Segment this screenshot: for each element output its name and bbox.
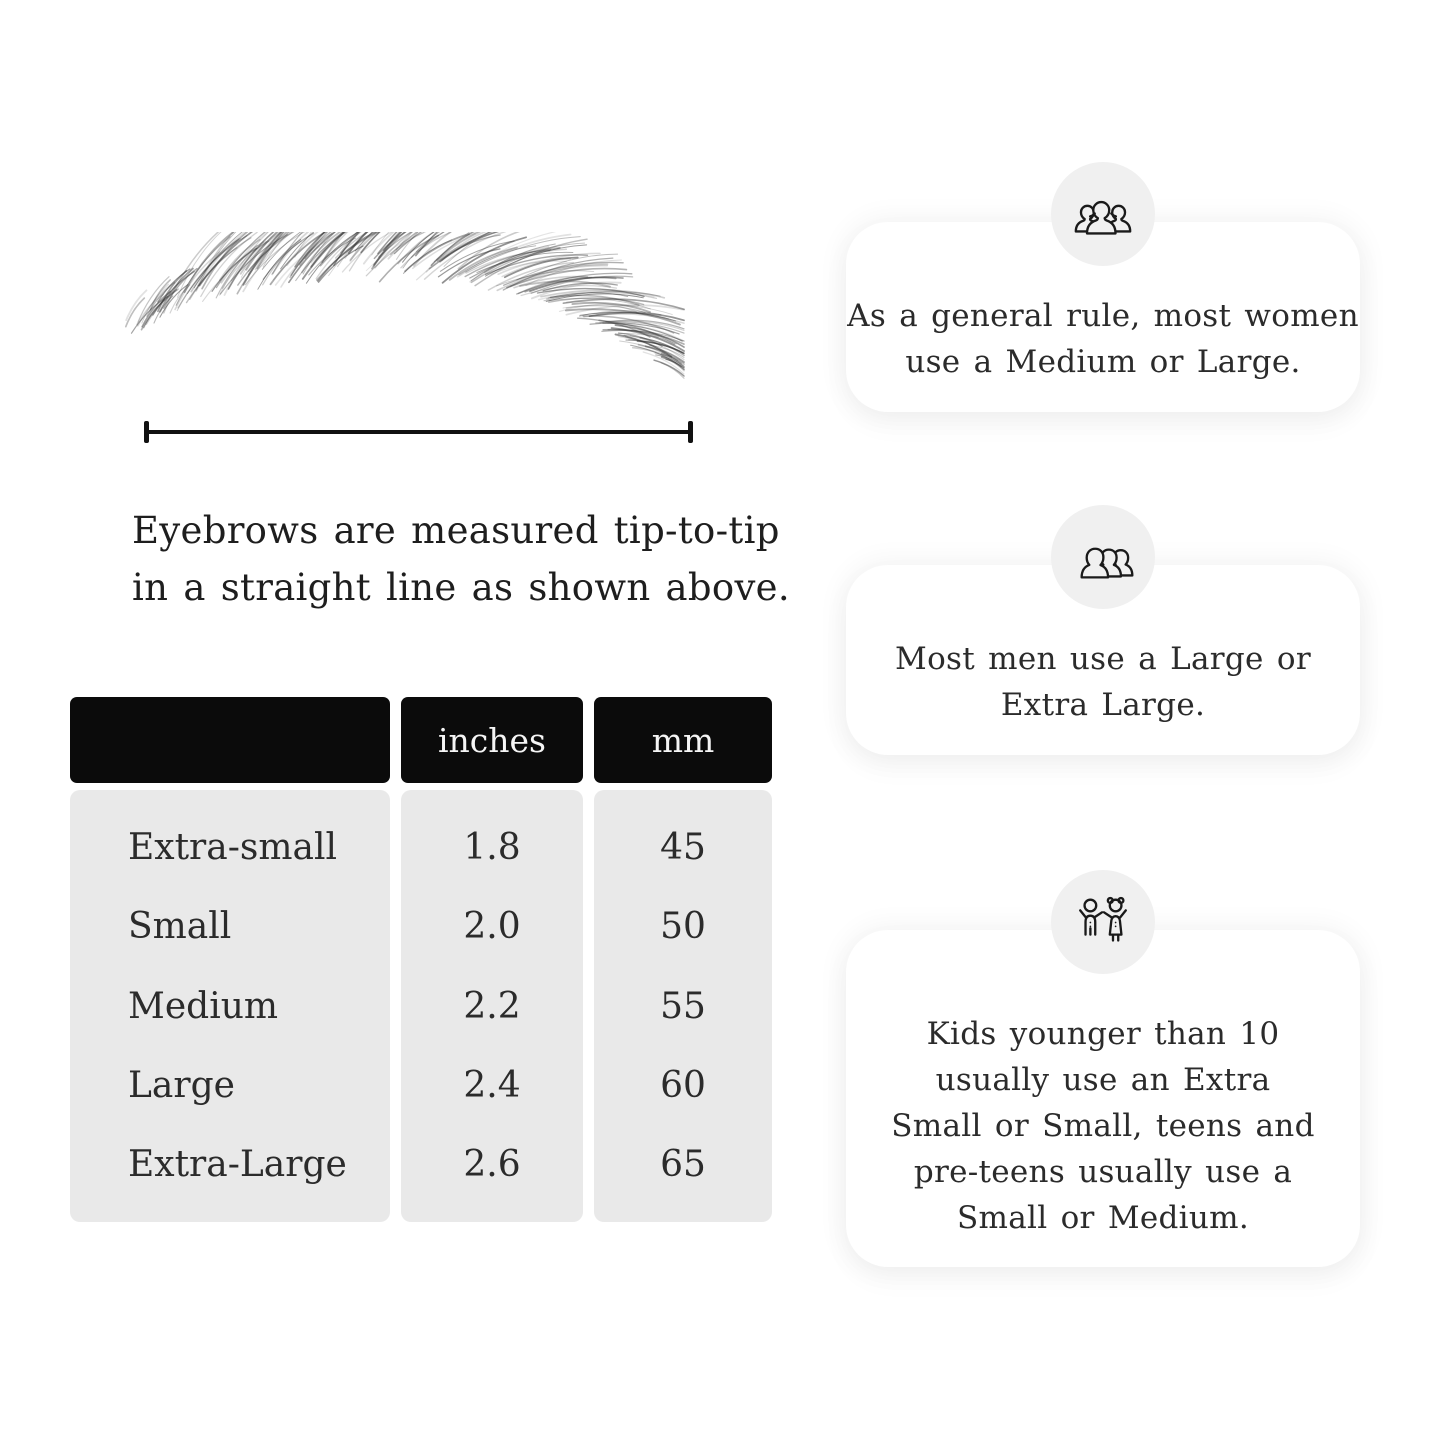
women-group-icon xyxy=(1070,188,1136,240)
table-header-size xyxy=(70,697,390,783)
table-inches-column xyxy=(401,790,583,1222)
info-card-women xyxy=(846,222,1360,412)
table-cell-mm: 60 xyxy=(660,1064,706,1106)
table-row-label: Extra-small xyxy=(128,827,337,869)
size-table xyxy=(70,697,772,1222)
table-cell-mm: 65 xyxy=(660,1143,706,1185)
card-women-line-1: As a general rule, most women xyxy=(847,298,1359,334)
kids-icon xyxy=(1070,894,1136,950)
info-card-men xyxy=(846,565,1360,755)
table-cell-mm: 50 xyxy=(660,906,706,948)
card-men-line-1: Most men use a Large or xyxy=(895,641,1311,677)
table-mm-column xyxy=(594,790,772,1222)
card-kids-line-1: Kids younger than 10 xyxy=(926,1015,1280,1052)
table-row-label: Small xyxy=(128,906,232,948)
table-cell-mm: 45 xyxy=(660,827,706,869)
card-text-women xyxy=(847,293,1359,385)
table-row-label: Large xyxy=(128,1064,235,1106)
men-group-icon xyxy=(1070,531,1136,583)
measurement-caption xyxy=(132,502,790,616)
caption-line-2: in a straight line as shown above. xyxy=(132,566,790,609)
caption-line-1: Eyebrows are measured tip-to-tip xyxy=(132,509,780,552)
table-row-label: Extra-Large xyxy=(128,1143,347,1185)
icon-badge xyxy=(1051,162,1155,266)
card-kids-line-5: Small or Medium. xyxy=(957,1199,1249,1236)
table-cell-inches: 2.6 xyxy=(463,1143,521,1185)
card-kids-line-3: Small or Small, teens and xyxy=(891,1107,1315,1144)
card-kids-line-4: pre-teens usually use a xyxy=(913,1153,1293,1190)
table-header-mm: mm xyxy=(594,697,772,783)
measure-bar xyxy=(146,430,691,434)
table-cell-inches: 2.4 xyxy=(463,1064,521,1106)
measure-right-tick xyxy=(688,421,693,443)
table-cell-inches: 2.2 xyxy=(463,985,521,1027)
table-cell-mm: 55 xyxy=(660,985,706,1027)
table-size-column xyxy=(70,790,390,1222)
card-kids-line-2: usually use an Extra xyxy=(935,1061,1271,1098)
table-cell-inches: 2.0 xyxy=(463,906,521,948)
icon-badge xyxy=(1051,505,1155,609)
eyebrow-sketch xyxy=(112,232,697,402)
table-cell-inches: 1.8 xyxy=(463,827,521,869)
measurement-line xyxy=(144,421,693,443)
card-text-men xyxy=(895,636,1311,728)
table-row-label: Medium xyxy=(128,985,279,1027)
card-women-line-2: use a Medium or Large. xyxy=(905,344,1301,380)
table-header-inches: inches xyxy=(401,697,583,783)
info-card-kids xyxy=(846,930,1360,1267)
card-text-kids xyxy=(891,1011,1314,1241)
card-men-line-2: Extra Large. xyxy=(1000,687,1206,723)
icon-badge xyxy=(1051,870,1155,974)
